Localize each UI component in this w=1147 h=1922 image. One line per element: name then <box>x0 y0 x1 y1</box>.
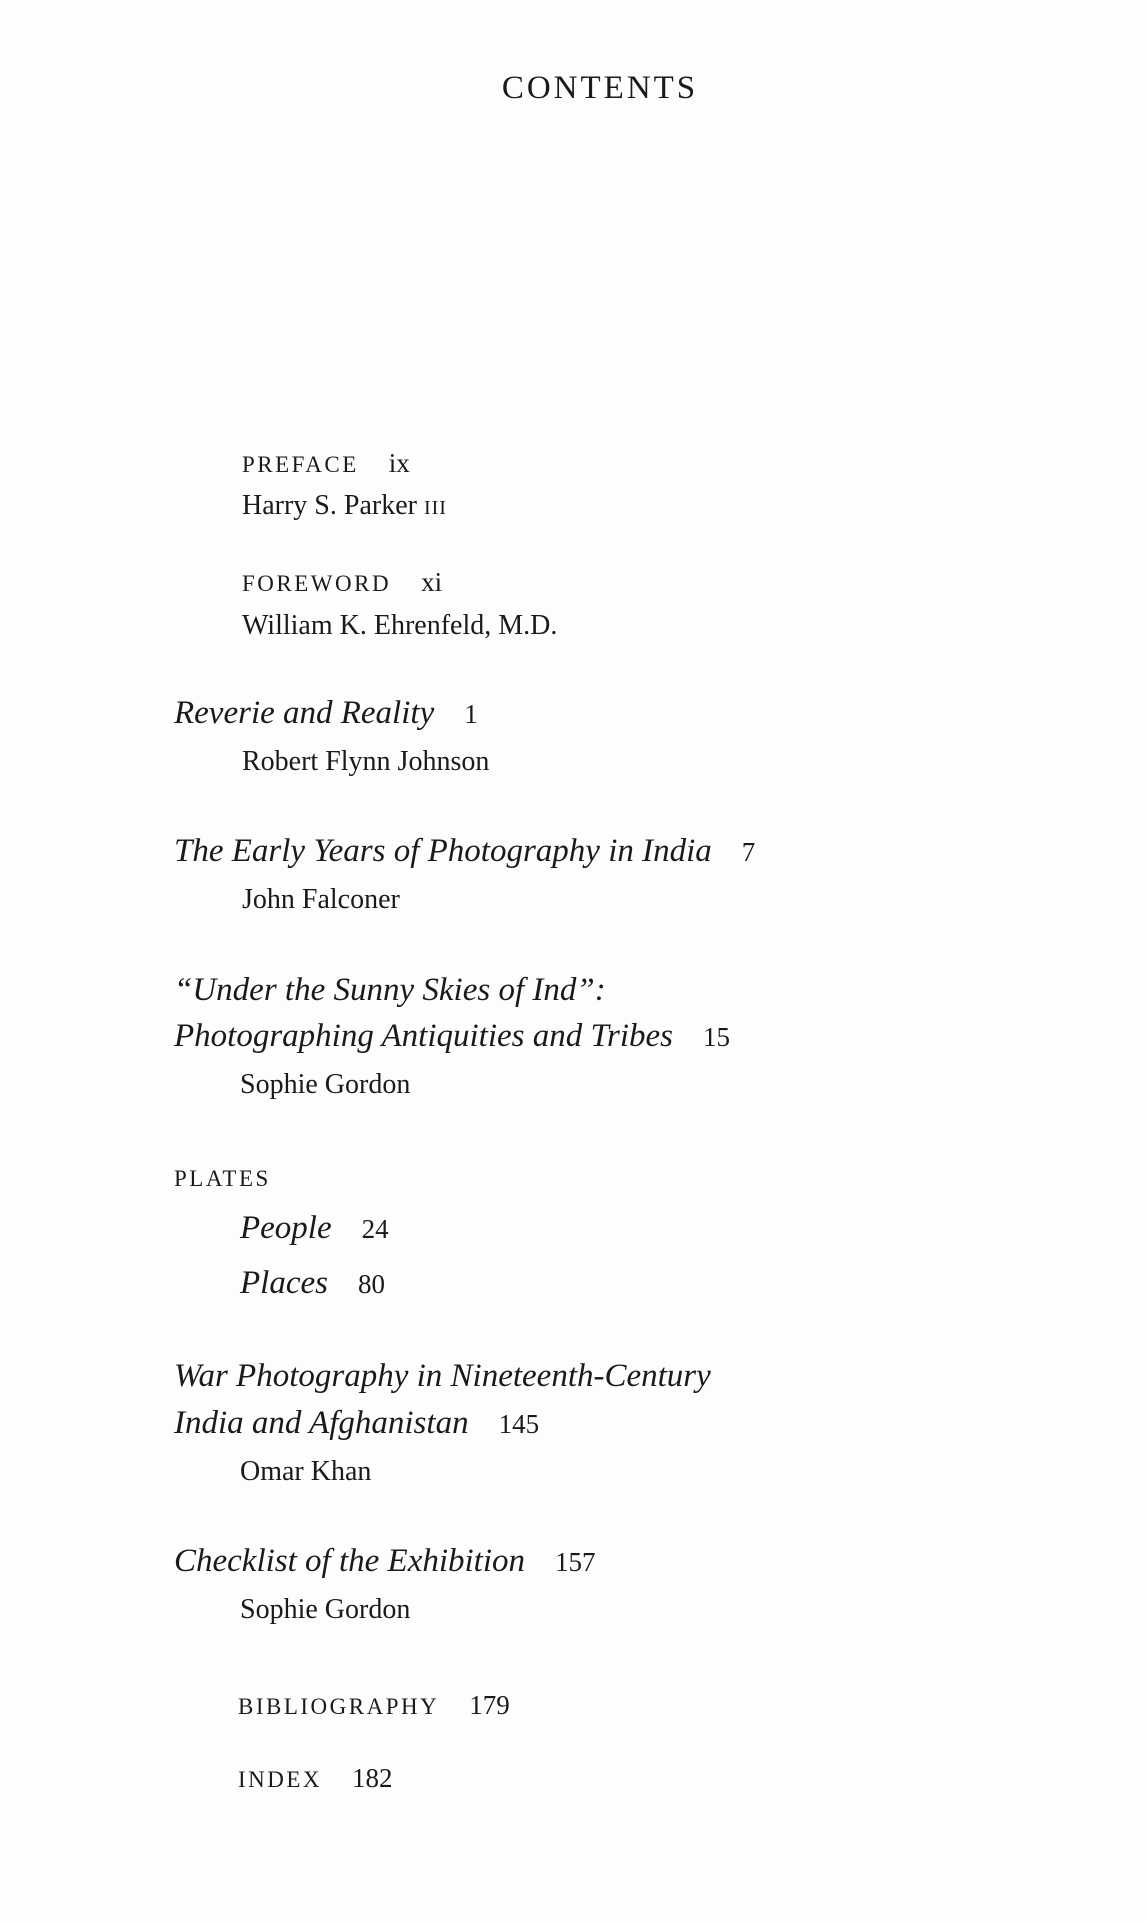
toc-entry-reverie[interactable] <box>174 695 478 732</box>
entry-page-number: 179 <box>469 1690 510 1720</box>
toc-entry-sunny-skies[interactable] <box>174 1018 730 1055</box>
entry-page-number: 80 <box>357 1269 385 1299</box>
entry-author: Robert Flynn Johnson <box>242 746 490 777</box>
entry-title: India and Afghanistan <box>174 1405 469 1441</box>
entry-label: BIBLIOGRAPHY <box>238 1694 440 1719</box>
entry-page-number: 1 <box>464 699 478 729</box>
entry-label: INDEX <box>238 1767 323 1792</box>
toc-entry-index[interactable] <box>238 1763 393 1794</box>
entry-author: Sophie Gordon <box>240 1069 411 1100</box>
entry-page-number: 182 <box>352 1763 393 1793</box>
entry-page-number: 24 <box>361 1214 389 1244</box>
toc-entry-foreword[interactable] <box>242 567 442 598</box>
entry-title: Photographing Antiquities and Tribes <box>174 1018 674 1054</box>
author-suffix: III <box>423 497 447 519</box>
toc-entry-war-photography[interactable] <box>174 1405 539 1442</box>
entry-title: Checklist of the Exhibition <box>174 1543 526 1579</box>
page-title: CONTENTS <box>501 70 699 106</box>
entry-author: John Falconer <box>242 884 400 915</box>
toc-entry-people[interactable] <box>240 1210 389 1247</box>
entry-page-number: xi <box>421 567 443 597</box>
entry-title: The Early Years of Photography in India <box>174 833 712 869</box>
entry-page-number: 145 <box>498 1409 540 1439</box>
section-label-plates[interactable]: PLATES <box>174 1166 271 1191</box>
entry-title: People <box>240 1210 332 1246</box>
entry-label: PREFACE <box>242 452 359 477</box>
entry-label: FOREWORD <box>242 571 392 596</box>
entry-title: Reverie and Reality <box>174 695 435 731</box>
entry-page-number: ix <box>388 448 410 478</box>
entry-author: Omar Khan <box>240 1456 372 1487</box>
entry-page-number: 157 <box>555 1547 596 1577</box>
entry-author: William K. Ehrenfeld, M.D. <box>242 610 558 641</box>
entry-page-number: 7 <box>741 837 756 867</box>
entry-page-number: 15 <box>703 1022 731 1052</box>
toc-entry-early-years[interactable] <box>174 833 755 870</box>
entry-title: Places <box>240 1265 328 1301</box>
toc-entry-places[interactable] <box>240 1265 385 1302</box>
toc-entry-bibliography[interactable] <box>238 1690 510 1721</box>
toc-entry-preface[interactable] <box>242 448 410 479</box>
author-name: Harry S. Parker <box>242 490 417 521</box>
entry-author <box>242 490 447 522</box>
toc-entry-checklist[interactable] <box>174 1543 596 1580</box>
entry-title-line[interactable]: “Under the Sunny Skies of Ind”: <box>174 972 606 1008</box>
entry-author: Sophie Gordon <box>240 1594 411 1625</box>
entry-title-line[interactable]: War Photography in Nineteenth-Century <box>174 1358 711 1394</box>
